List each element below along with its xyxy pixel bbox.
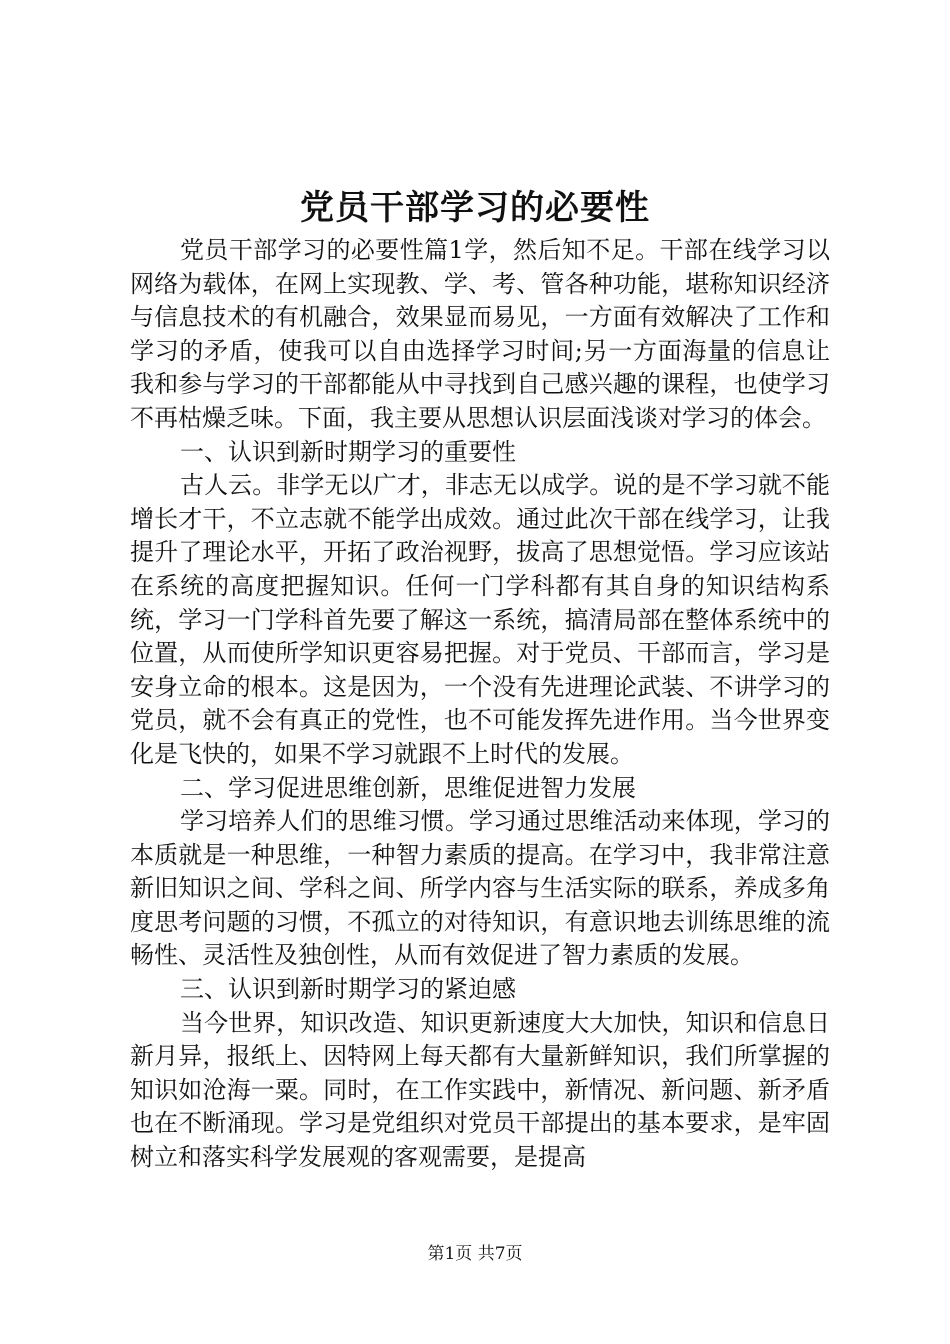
- section-heading-1: 一、认识到新时期学习的重要性: [180, 437, 516, 466]
- section-heading-3: 三、认识到新时期学习的紧迫感: [180, 975, 516, 1004]
- page-footer: 第1页 共7页: [427, 1244, 523, 1264]
- intro-paragraph: 党员干部学习的必要性篇1学，然后知不足。干部在线学习以网络为载体，在网上实现教、学、考、管各种功能，堪称知识经济与信息技术的有机融合，效果显而易见，一方面有效解决了工作和学习的矛盾，使我可以自由选择学习时间;另一方面海量的信息让我和参与学习的干部都能从中寻找到自己感兴趣的课程，也使学习不再枯燥乏味。下面，我主要从思想认识层面浅谈对学习的体会。: [130, 236, 830, 432]
- section-paragraph-1: 古人云。非学无以广才，非志无以成学。说的是不学习就不能增长才干，不立志就不能学出成效。通过此次干部在线学习，让我提升了理论水平，开拓了政治视野，拔高了思想觉悟。学习应该站在系统的高度把握知识。任何一门学科都有其自身的知识结构系统，学习一门学科首先要了解这一系统，搞清局部在整体系统中的位置，从而使所学知识更容易把握。对于党员、干部而言，学习是安身立命的根本。这是因为，一个没有先进理论武装、不讲学习的党员，就不会有真正的党性，也不可能发挥先进作用。当今世界变化是飞快的，如果不学习就跟不上时代的发展。: [130, 471, 830, 768]
- document-body: [130, 234, 830, 1175]
- section-paragraph-3: 当今世界，知识改造、知识更新速度大大加快，知识和信息日新月异，报纸上、因特网上每天都有大量新鲜知识，我们所掌握的知识如沧海一粟。同时，在工作实践中，新情况、新问题、新矛盾也在不断涌现。学习是党组织对党员干部提出的基本要求，是牢固树立和落实科学发展观的客观需要，是提高: [130, 1008, 830, 1172]
- document-title: 党员干部学习的必要性: [300, 188, 650, 228]
- section-paragraph-2: 学习培养人们的思维习惯。学习通过思维活动来体现，学习的本质就是一种思维，一种智力素质的提高。在学习中，我非常注意新旧知识之间、学科之间、所学内容与生活实际的联系，养成多角度思考问题的习惯，不孤立的对待知识，有意识地去训练思维的流畅性、灵活性及独创性，从而有效促进了智力素质的发展。: [130, 807, 830, 970]
- section-heading-2: 二、学习促进思维创新，思维促进智力发展: [180, 773, 636, 802]
